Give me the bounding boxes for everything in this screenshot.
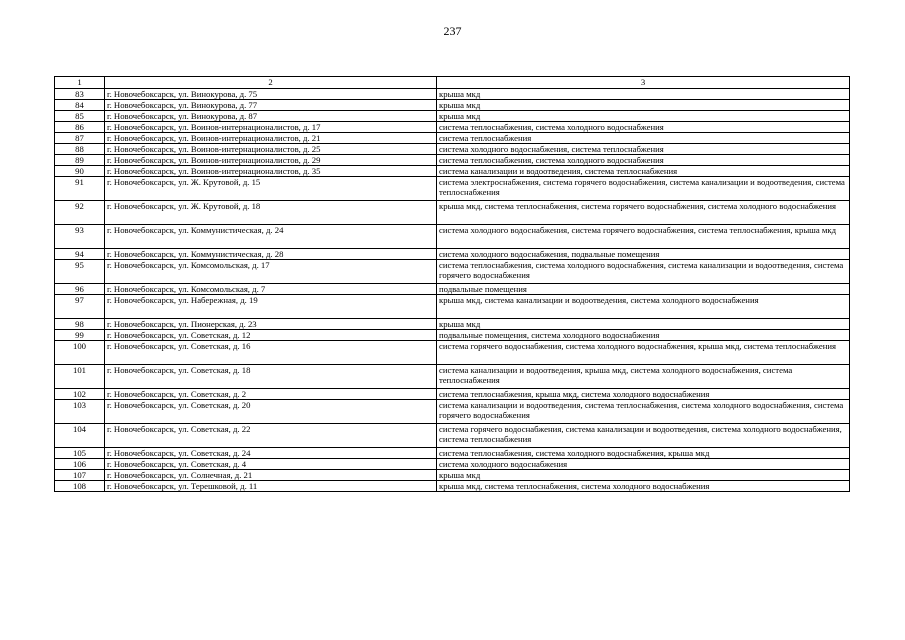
row-address: г. Новочебоксарск, ул. Воинов-интернационалистов, д. 29: [105, 155, 437, 166]
row-address: г. Новочебоксарск, ул. Советская, д. 20: [105, 400, 437, 424]
table-row: [55, 389, 850, 400]
row-systems: система холодного водоснабжения, система горячего водоснабжения, система теплоснабжения, крыша мкд: [437, 225, 850, 249]
table-row: [55, 284, 850, 295]
row-systems: система холодного водоснабжения, система теплоснабжения: [437, 144, 850, 155]
row-address: г. Новочебоксарск, ул. Набережная, д. 19: [105, 295, 437, 319]
row-address: г. Новочебоксарск, ул. Винокурова, д. 87: [105, 111, 437, 122]
table-row: [55, 319, 850, 330]
table-row: [55, 144, 850, 155]
table-row: [55, 249, 850, 260]
table-row: [55, 111, 850, 122]
row-number: 86: [55, 122, 105, 133]
row-address: г. Новочебоксарск, ул. Советская, д. 22: [105, 424, 437, 448]
row-address: г. Новочебоксарск, ул. Советская, д. 2: [105, 389, 437, 400]
table-row: [55, 459, 850, 470]
row-systems: система теплоснабжения: [437, 133, 850, 144]
row-number: 89: [55, 155, 105, 166]
row-number: 93: [55, 225, 105, 249]
row-systems: система теплоснабжения, система холодного водоснабжения, система канализации и водоотведения, система горячего водоснабжения: [437, 260, 850, 284]
row-systems: крыша мкд, система теплоснабжения, система холодного водоснабжения: [437, 481, 850, 492]
row-address: г. Новочебоксарск, ул. Комсомольская, д. 7: [105, 284, 437, 295]
row-number: 98: [55, 319, 105, 330]
table-row: [55, 295, 850, 319]
row-systems: система холодного водоснабжения: [437, 459, 850, 470]
table-row: [55, 100, 850, 111]
row-number: 103: [55, 400, 105, 424]
row-address: г. Новочебоксарск, ул. Терешковой, д. 11: [105, 481, 437, 492]
row-number: 83: [55, 89, 105, 100]
row-systems: крыша мкд, система канализации и водоотведения, система холодного водоснабжения: [437, 295, 850, 319]
row-address: г. Новочебоксарск, ул. Воинов-интернационалистов, д. 21: [105, 133, 437, 144]
row-systems: система канализации и водоотведения, система теплоснабжения, система холодного водоснабжения, система горячего водоснабжения: [437, 400, 850, 424]
table-row: [55, 260, 850, 284]
row-address: г. Новочебоксарск, ул. Винокурова, д. 75: [105, 89, 437, 100]
row-address: г. Новочебоксарск, ул. Советская, д. 12: [105, 330, 437, 341]
row-systems: система канализации и водоотведения, система теплоснабжения: [437, 166, 850, 177]
row-number: 84: [55, 100, 105, 111]
table-row: [55, 448, 850, 459]
table-row: [55, 225, 850, 249]
table-row: [55, 481, 850, 492]
row-address: г. Новочебоксарск, ул. Комсомольская, д. 17: [105, 260, 437, 284]
row-systems: крыша мкд: [437, 100, 850, 111]
table-row: [55, 155, 850, 166]
row-number: 108: [55, 481, 105, 492]
objects-table: [54, 76, 850, 492]
row-systems: система теплоснабжения, крыша мкд, система холодного водоснабжения: [437, 389, 850, 400]
table-row: [55, 400, 850, 424]
row-address: г. Новочебоксарск, ул. Пионерская, д. 23: [105, 319, 437, 330]
table-row: [55, 177, 850, 201]
row-number: 94: [55, 249, 105, 260]
row-systems: крыша мкд: [437, 111, 850, 122]
row-systems: крыша мкд: [437, 89, 850, 100]
row-number: 102: [55, 389, 105, 400]
table-row: [55, 330, 850, 341]
row-number: 91: [55, 177, 105, 201]
table-row: [55, 166, 850, 177]
column-header-address: 2: [105, 77, 437, 89]
row-systems: подвальные помещения: [437, 284, 850, 295]
row-systems: система горячего водоснабжения, система холодного водоснабжения, крыша мкд, система теплоснабжения: [437, 341, 850, 365]
row-number: 100: [55, 341, 105, 365]
page-number: 237: [443, 24, 462, 38]
table-row: [55, 424, 850, 448]
table-row: [55, 470, 850, 481]
table-row: [55, 201, 850, 225]
row-systems: система теплоснабжения, система холодного водоснабжения: [437, 122, 850, 133]
row-systems: система холодного водоснабжения, подвальные помещения: [437, 249, 850, 260]
row-address: г. Новочебоксарск, ул. Воинов-интернационалистов, д. 25: [105, 144, 437, 155]
row-systems: система электроснабжения, система горячего водоснабжения, система канализации и водоотведения, система теплоснабжения: [437, 177, 850, 201]
row-address: г. Новочебоксарск, ул. Советская, д. 18: [105, 365, 437, 389]
row-address: г. Новочебоксарск, ул. Ж. Крутовой, д. 18: [105, 201, 437, 225]
table-row: [55, 122, 850, 133]
row-number: 95: [55, 260, 105, 284]
row-number: 107: [55, 470, 105, 481]
row-number: 92: [55, 201, 105, 225]
table-row: [55, 133, 850, 144]
column-header-num: 1: [55, 77, 105, 89]
row-systems: подвальные помещения, система холодного водоснабжения: [437, 330, 850, 341]
row-number: 104: [55, 424, 105, 448]
row-number: 87: [55, 133, 105, 144]
row-number: 101: [55, 365, 105, 389]
row-address: г. Новочебоксарск, ул. Солнечная, д. 21: [105, 470, 437, 481]
row-address: г. Новочебоксарск, ул. Коммунистическая, д. 24: [105, 225, 437, 249]
row-systems: система канализации и водоотведения, крыша мкд, система холодного водоснабжения, система теплоснабжения: [437, 365, 850, 389]
row-systems: крыша мкд: [437, 319, 850, 330]
row-systems: крыша мкд, система теплоснабжения, система горячего водоснабжения, система холодного водоснабжения: [437, 201, 850, 225]
row-number: 90: [55, 166, 105, 177]
row-address: г. Новочебоксарск, ул. Винокурова, д. 77: [105, 100, 437, 111]
row-number: 88: [55, 144, 105, 155]
row-address: г. Новочебоксарск, ул. Ж. Крутовой, д. 15: [105, 177, 437, 201]
row-systems: крыша мкд: [437, 470, 850, 481]
row-number: 106: [55, 459, 105, 470]
row-address: г. Новочебоксарск, ул. Воинов-интернационалистов, д. 17: [105, 122, 437, 133]
row-address: г. Новочебоксарск, ул. Советская, д. 24: [105, 448, 437, 459]
table-row: [55, 365, 850, 389]
row-systems: система горячего водоснабжения, система канализации и водоотведения, система холодного водоснабжения, система теплоснабжения: [437, 424, 850, 448]
row-address: г. Новочебоксарск, ул. Советская, д. 4: [105, 459, 437, 470]
row-number: 96: [55, 284, 105, 295]
row-systems: система теплоснабжения, система холодного водоснабжения: [437, 155, 850, 166]
table-row: [55, 341, 850, 365]
table-header-row: [55, 77, 850, 89]
row-number: 105: [55, 448, 105, 459]
row-systems: система теплоснабжения, система холодного водоснабжения, крыша мкд: [437, 448, 850, 459]
row-address: г. Новочебоксарск, ул. Советская, д. 16: [105, 341, 437, 365]
row-address: г. Новочебоксарск, ул. Воинов-интернационалистов, д. 35: [105, 166, 437, 177]
row-number: 97: [55, 295, 105, 319]
column-header-systems: 3: [437, 77, 850, 89]
table-row: [55, 89, 850, 100]
row-address: г. Новочебоксарск, ул. Коммунистическая, д. 28: [105, 249, 437, 260]
row-number: 99: [55, 330, 105, 341]
row-number: 85: [55, 111, 105, 122]
